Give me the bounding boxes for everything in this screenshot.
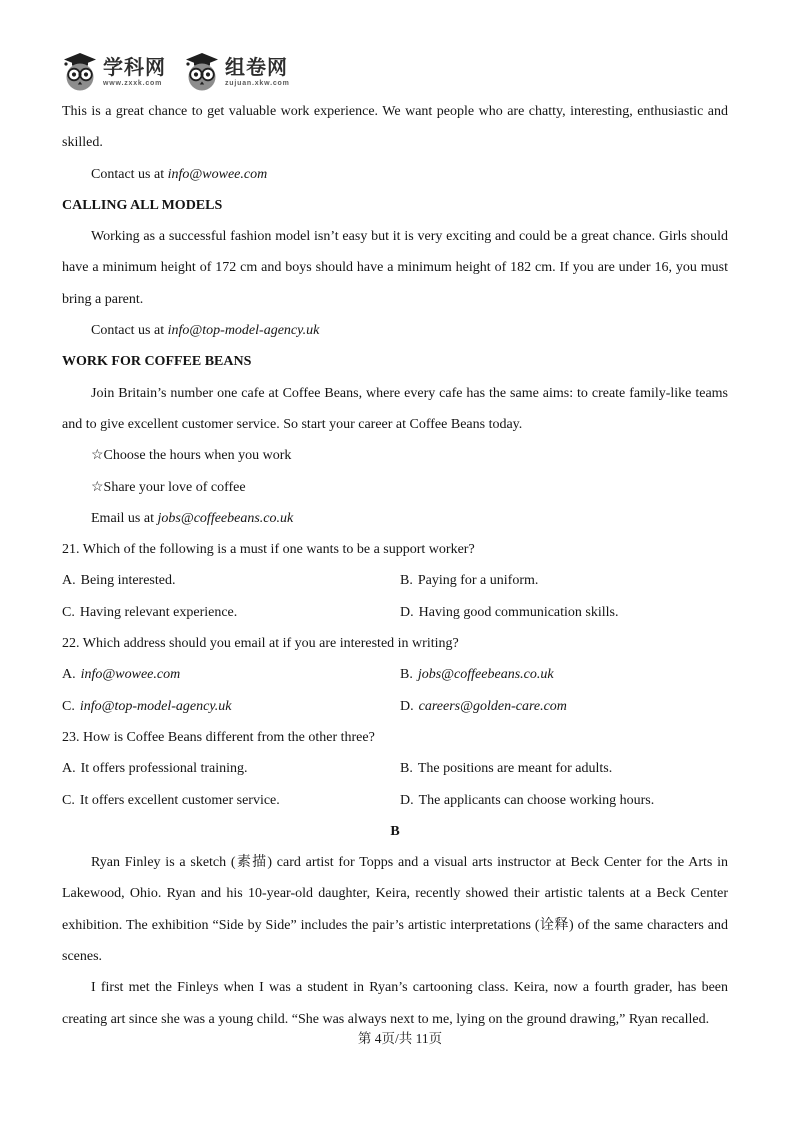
- email-address: info@top-model-agency.uk: [167, 323, 320, 339]
- option-21-D: D. Having good communication skills.: [400, 604, 619, 620]
- logo-url: www.zxxk.com: [103, 79, 163, 87]
- contact-prefix: Email us at: [91, 510, 158, 526]
- contact-line-models: [62, 315, 728, 346]
- option-23-C: C. It offers excellent customer service.: [62, 792, 280, 808]
- contact-line-wowee: [62, 159, 728, 190]
- section-b-paragraph-1: Ryan Finley is a sketch (素描) card artist for Topps and a visual arts instructor at Beck Center for the Arts in Lakewood, Ohio. Ryan and his 10-year-old daughter, Keira, recently showed their artistic talents at a Beck Center exhibition. The exhibition “Side by Side” includes the pair’s artistic interpretations (诠释) of the same characters and scenes.: [62, 855, 728, 965]
- page-number: 第 4页/共 11页: [357, 1031, 443, 1046]
- contact-prefix: Contact us at: [91, 323, 168, 339]
- exam-content: [62, 96, 728, 1035]
- option-22-C: C. info@top-model-agency.uk: [62, 698, 232, 714]
- intro-paragraph: This is a great chance to get valuable work experience. We want people who are chatty, interesting, enthusiastic and skilled.: [62, 104, 728, 151]
- option-22-D: D. careers@golden-care.com: [400, 698, 567, 714]
- owl-graduate-icon: [62, 52, 98, 92]
- option-21-C: C. Having relevant experience.: [62, 604, 238, 620]
- coffee-bullet-love: ☆Share your love of coffee: [91, 479, 246, 495]
- option-22-B: B. jobs@coffeebeans.co.uk: [400, 667, 554, 683]
- section-b-paragraph-2: I first met the Finleys when I was a student in Ryan’s cartooning class. Keira, now a fourth grader, has been creating art since she was a young child. “She was always next to me, lying on the ground drawing,” Ryan recalled.: [62, 980, 728, 1027]
- section-b-heading: B: [390, 823, 400, 839]
- option-21-B: B. Paying for a uniform.: [400, 573, 539, 589]
- logo-bar: [62, 52, 290, 92]
- question-23-options-row-1: [62, 753, 728, 784]
- section-heading-models: CALLING ALL MODELS: [62, 197, 223, 213]
- logo-title: 学科网: [103, 56, 166, 79]
- question-22-options-row-2: [62, 691, 728, 722]
- question-22-options-row-1: [62, 659, 728, 690]
- logo-title: 组卷网: [225, 56, 288, 79]
- question-23-options-row-2: [62, 785, 728, 816]
- section-heading-coffee: WORK FOR COFFEE BEANS: [62, 354, 252, 370]
- models-paragraph: Working as a successful fashion model isn’t easy but it is very exciting and could be a great chance. Girls should have a minimum height of 172 cm and boys should have a minimum height of 182 cm. If you are under 16, you must bring a parent.: [62, 229, 728, 307]
- owl-graduate-icon: [184, 52, 220, 92]
- contact-line-coffee: [62, 503, 728, 534]
- question-23-stem: 23. How is Coffee Beans different from the other three?: [62, 729, 375, 745]
- coffee-paragraph: Join Britain’s number one cafe at Coffee Beans, where every cafe has the same aims: to create family-like teams and to give excellent customer service. So start your career at Coffee Beans today.: [62, 385, 728, 432]
- option-21-A: A. Being interested.: [62, 573, 176, 589]
- question-22-stem: 22. Which address should you email at if you are interested in writing?: [62, 636, 459, 652]
- question-21-options-row-1: [62, 565, 728, 596]
- option-23-D: D. The applicants can choose working hours.: [400, 792, 655, 808]
- question-21-stem: 21. Which of the following is a must if one wants to be a support worker?: [62, 542, 475, 558]
- option-22-A: A. info@wowee.com: [62, 667, 181, 683]
- coffee-bullet-hours: ☆Choose the hours when you work: [91, 448, 292, 464]
- email-address: jobs@coffeebeans.co.uk: [157, 510, 294, 526]
- logo-url: zujuan.xkw.com: [225, 79, 290, 87]
- email-address: info@wowee.com: [167, 166, 268, 182]
- option-23-B: B. The positions are meant for adults.: [400, 761, 613, 777]
- question-21-options-row-2: [62, 597, 728, 628]
- xuekewang-logo: [62, 52, 166, 92]
- zujuanwang-logo: [184, 52, 290, 92]
- option-23-A: A. It offers professional training.: [62, 761, 248, 777]
- contact-prefix: Contact us at: [91, 166, 168, 182]
